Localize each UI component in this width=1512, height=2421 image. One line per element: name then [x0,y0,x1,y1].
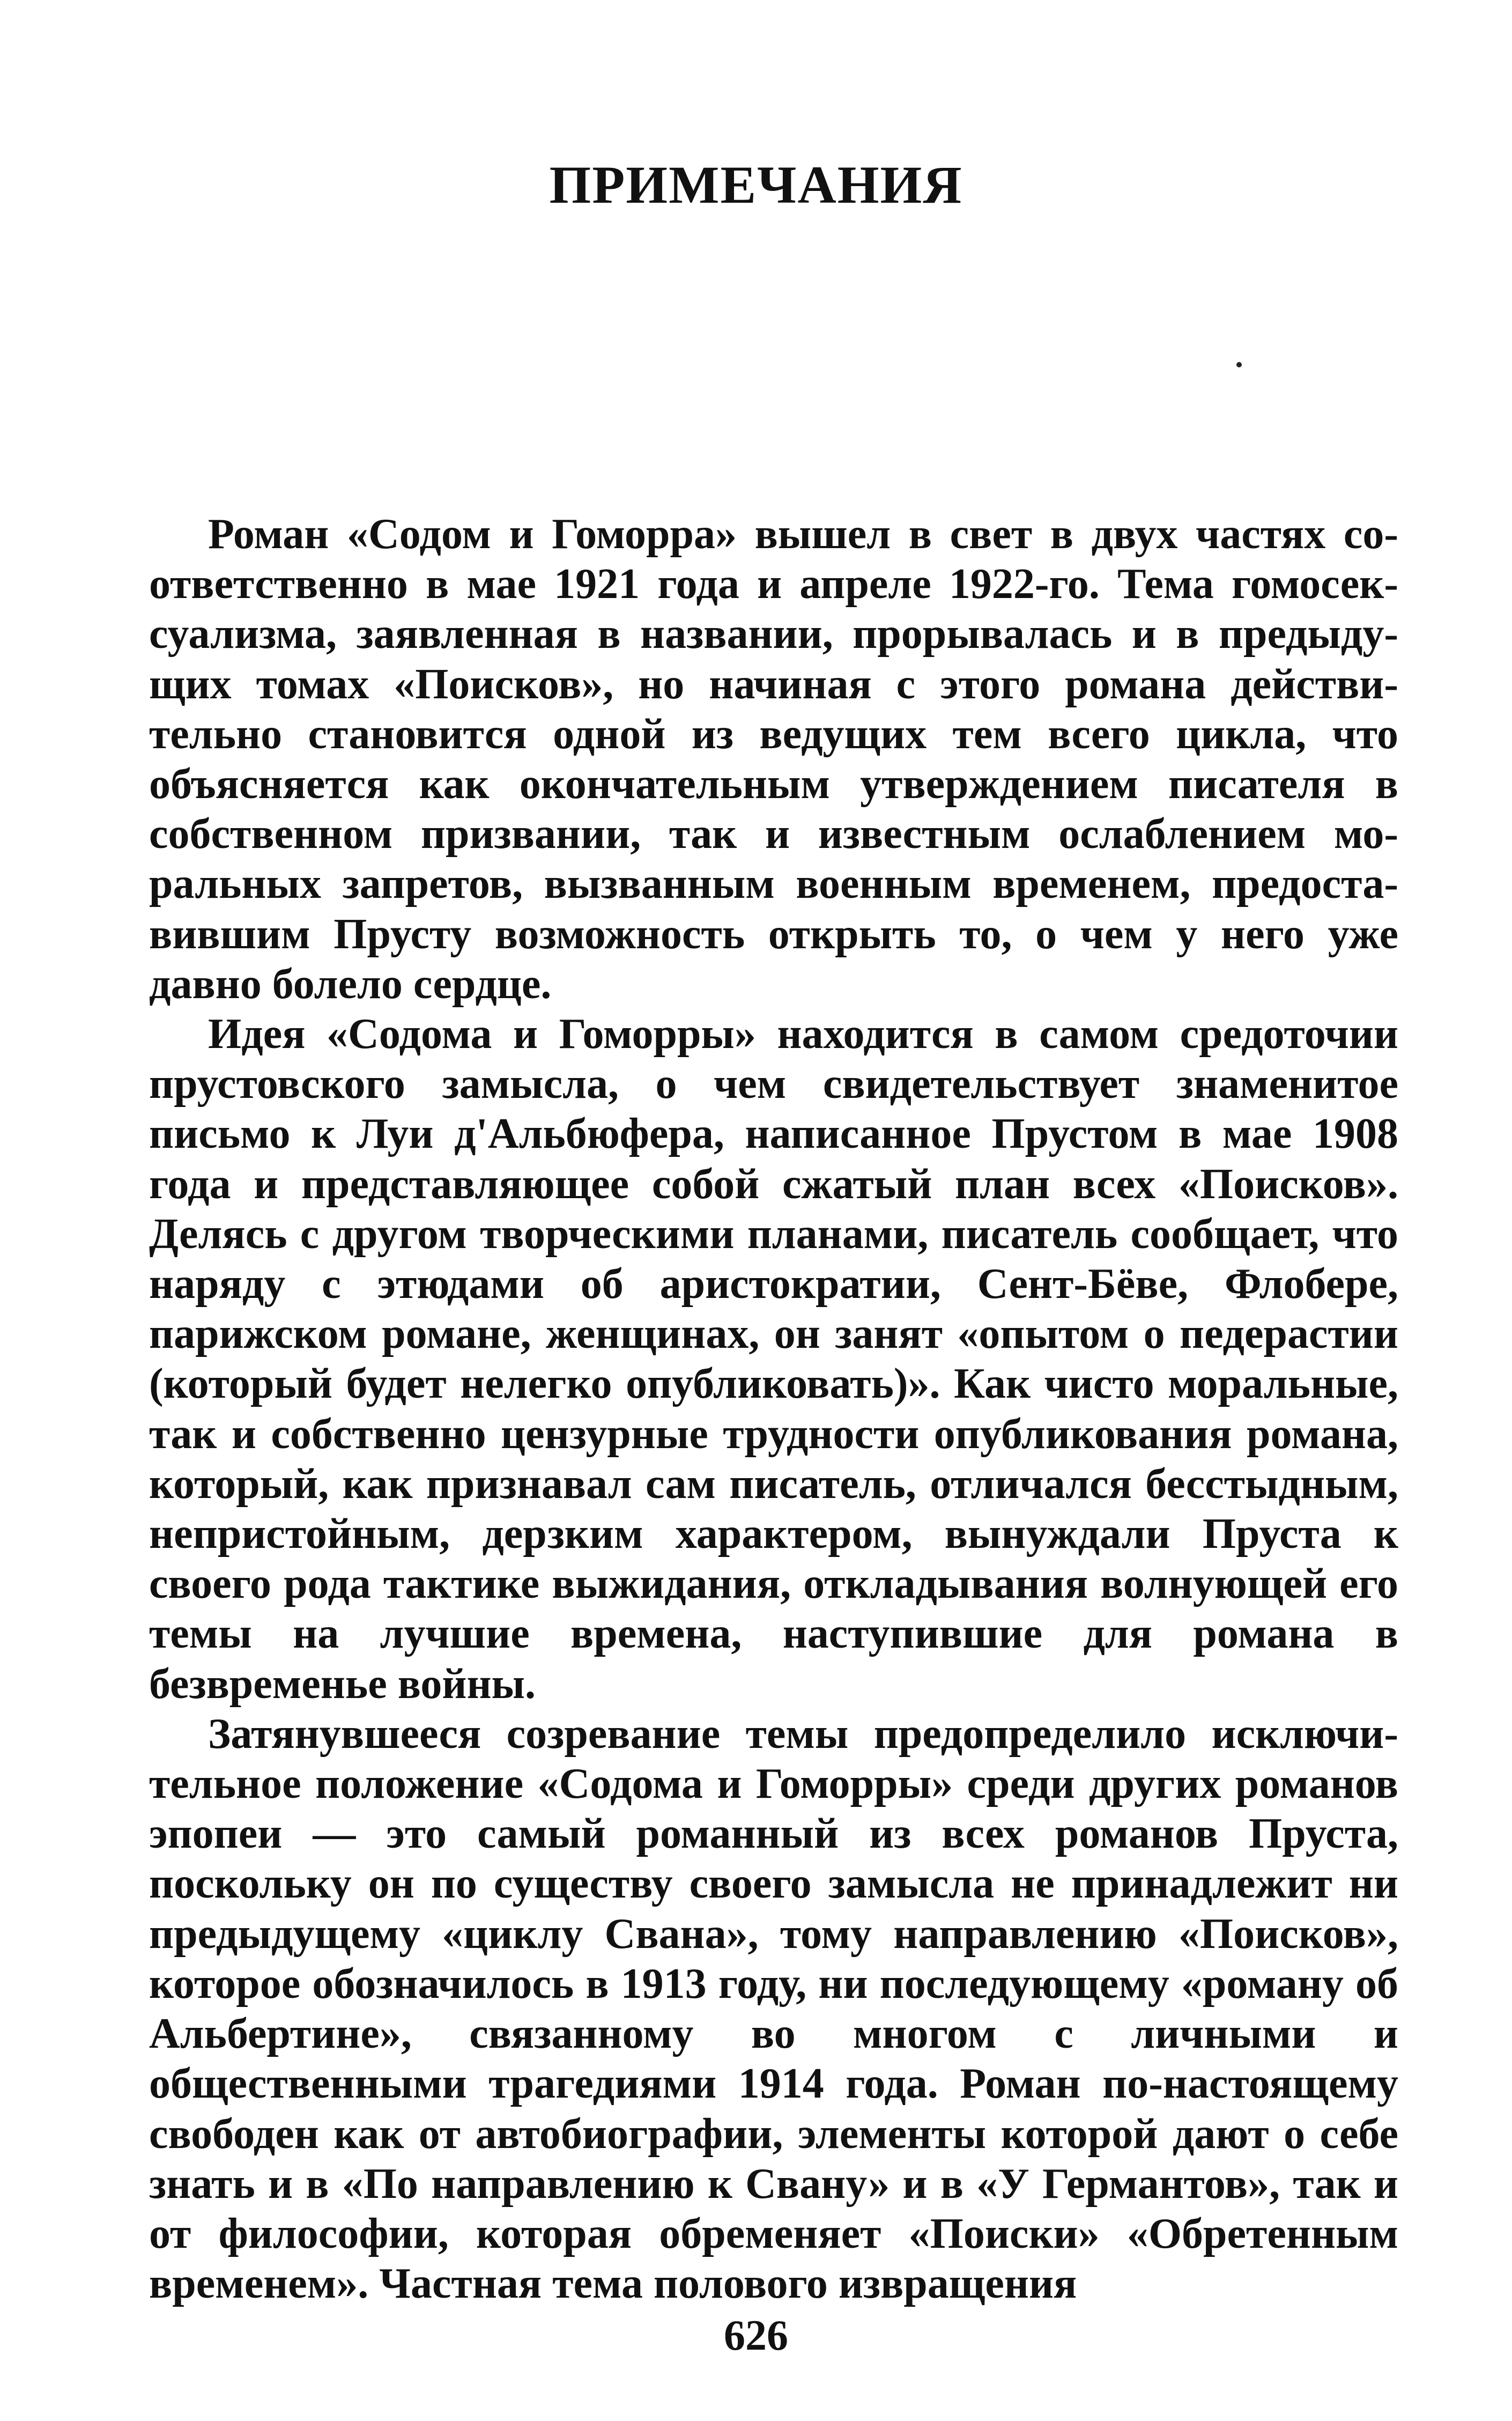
page-heading: ПРИМЕЧАНИЯ [549,155,963,215]
paragraph-3: Затянувшееся созревание темы предопределило исключительное положение «Содома и Гоморры» среди других романов эпопеи — это самый романный из всех романов Пруста, поскольку он по существу своего замысла не принадлежит ни предыдущему «циклу Свана», тому направлению «Поисков», которое обозначилось в 1913 году, ни последующему «роману об Альбертине», связанному во многом с личными и общественными трагедиями 1914 года. Роман по-настоящему свободен как от автобиографии, элементы которой дают о себе знать и в «По направлению к Свану» и в «У Германтов», так и от философии, которая обременяет «Поиски» «Обретенным временем». Частная тема полового извращения [149,1710,1398,2308]
page-number: 626 [724,2312,788,2359]
paragraph-2: Идея «Содома и Гоморры» находится в самом средоточии прустовского замысла, о чем свидетельствует знаменитое письмо к Луи д'Альбюфера, написанное Прустом в мае 1908 года и представляющее собой сжатый план всех «Поисков». Делясь с другом творческими планами, писатель сообщает, что наряду с этюдами об аристократии, Сент-Бёве, Флобере, парижском романе, женщинах, он занят «опытом о педерастии (который будет нелегко опубликовать)». Как чисто моральные, так и собственно цензурные трудности опубликования романа, который, как признавал сам писатель, отличался бесстыдным, непристойным, дерзким характером, вынуждали Пруста к своего рода тактике выжидания, откладывания волнующей его темы на лучшие времена, наступившие для романа в безвременье войны. [149,1010,1398,1708]
print-speck [1236,362,1242,367]
paragraph-1: Роман «Содом и Гоморра» вышел в свет в двух частях соответственно в мае 1921 года и апреле 1922-го. Тема гомосексуализма, заявленная в названии, прорывалась и в предыдущих томах «Поисков», но начиная с этого романа действительно становится одной из ведущих тем всего цикла, что объясняется как окончательным утверждением писателя в собственном призвании, так и известным ослаблением моральных запретов, вызванным военным временем, предоставившим Прусту возможность открыть то, о чем у него уже давно болело сердце. [149,511,1398,1008]
notes-body [149,510,1398,2309]
